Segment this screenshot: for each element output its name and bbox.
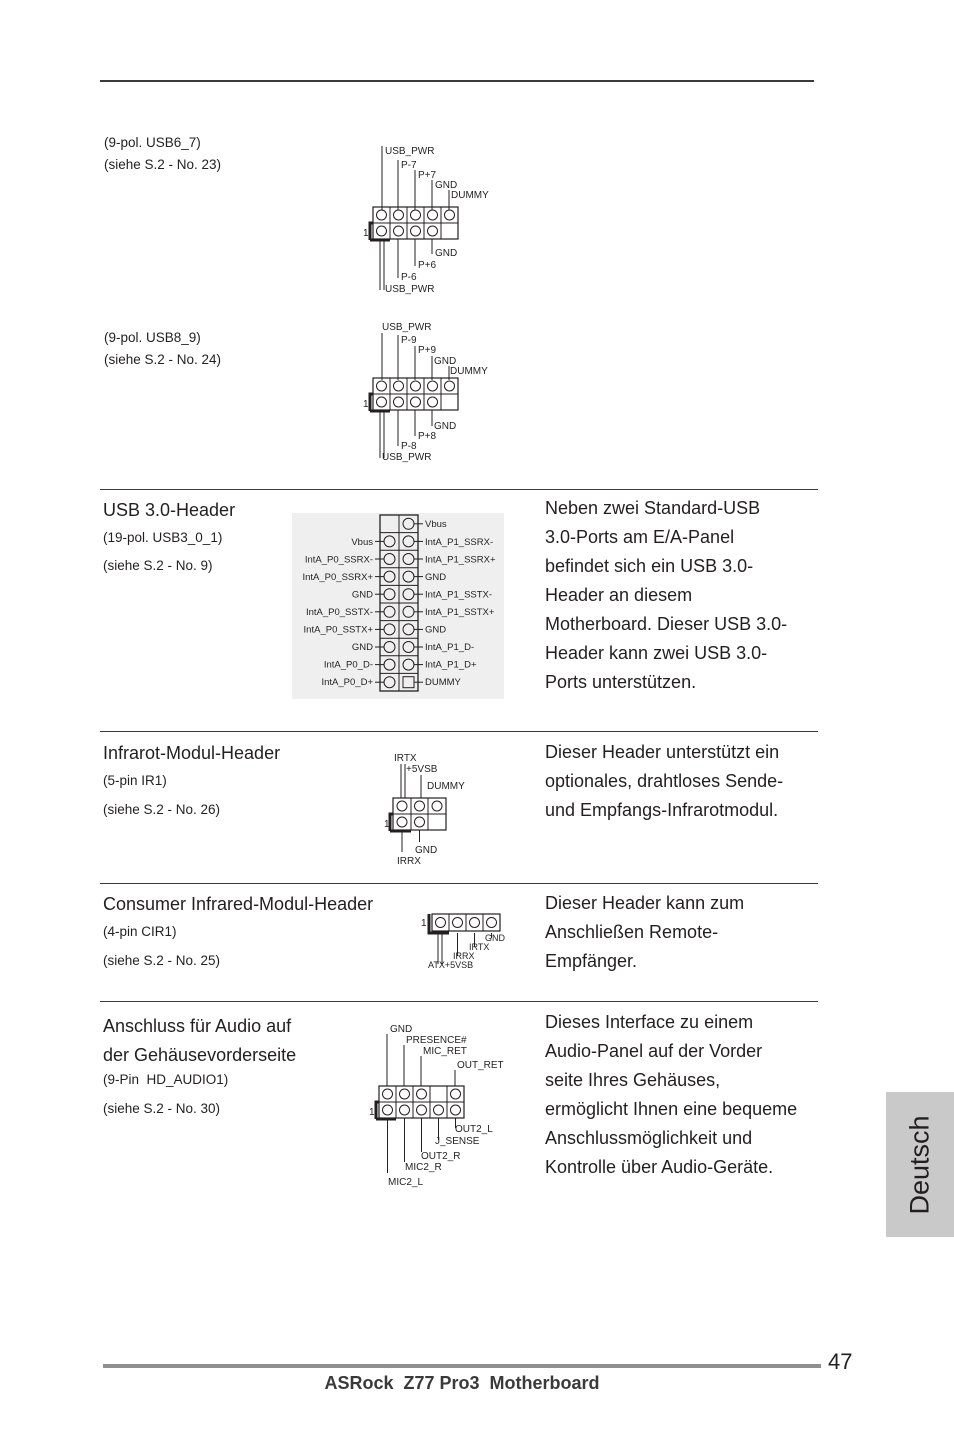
usb3-desc-line: Ports unterstützen. bbox=[545, 672, 697, 692]
audio-description bbox=[545, 1008, 835, 1182]
usb67-header-diagram bbox=[360, 140, 510, 300]
audio-desc-line: Anschlussmöglichkeit und bbox=[545, 1128, 753, 1148]
usb3-right-label-10: DUMMY bbox=[425, 677, 461, 688]
usb3-left-label-6: IntA_P0_SSTX+ bbox=[303, 624, 373, 636]
usb67-label-dummy: DUMMY bbox=[451, 190, 489, 201]
audio-label-j-sense: J_SENSE bbox=[435, 1136, 480, 1147]
usb67-ref: (siehe S.2 - No. 23) bbox=[104, 157, 222, 172]
usb3-ref: (siehe S.2 - No. 9) bbox=[103, 558, 213, 573]
section-rule-usb3 bbox=[100, 489, 818, 490]
usb3-description bbox=[545, 494, 825, 697]
ir-label-irrx: IRRX bbox=[397, 856, 421, 867]
section-rule-cir bbox=[100, 883, 818, 884]
audio-label-out2-l: OUT2_L bbox=[455, 1124, 493, 1135]
ir-pin1: 1 bbox=[384, 819, 390, 830]
audio-pins: (9-Pin HD_AUDIO1) bbox=[103, 1072, 229, 1087]
usb3-left-label-5: IntA_P0_SSTX- bbox=[305, 607, 373, 618]
audio-desc-line: seite Ihres Gehäuses, bbox=[545, 1070, 721, 1090]
section-rule-audio bbox=[100, 1001, 818, 1002]
usb3-right-label-7: GND bbox=[425, 624, 447, 636]
audio-label-gnd: GND bbox=[390, 1024, 413, 1035]
footer-rule bbox=[103, 1364, 821, 1368]
usb3-desc-line: 3.0-Ports am E/A-Panel bbox=[545, 527, 735, 547]
usb3-desc-line: Motherboard. Dieser USB 3.0- bbox=[545, 614, 788, 634]
audio-label-mic-ret: MIC_RET bbox=[423, 1046, 467, 1057]
usb67-label-usb-pwr-top: USB_PWR bbox=[385, 146, 435, 157]
audio-desc-line: Audio-Panel auf der Vorder bbox=[545, 1041, 763, 1061]
audio-ref: (siehe S.2 - No. 30) bbox=[103, 1101, 221, 1116]
usb89-label-usb-pwr-bottom: USB_PWR bbox=[382, 452, 432, 463]
usb3-left-label-3: IntA_P0_SSRX+ bbox=[302, 572, 373, 583]
audio-label-mic2-l: MIC2_L bbox=[388, 1177, 424, 1188]
cir-label-irrx: IRRX bbox=[453, 951, 475, 961]
usb89-pins: (9-pol. USB8_9) bbox=[104, 330, 201, 345]
usb89-label-p-8: P-8 bbox=[401, 441, 417, 452]
usb3-right-label-9: IntA_P1_D+ bbox=[425, 659, 477, 671]
section-rule-ir bbox=[100, 731, 818, 732]
ir-description bbox=[545, 738, 835, 825]
language-side-tab bbox=[886, 1092, 954, 1237]
usb89-header-diagram bbox=[360, 318, 510, 468]
audio-title-line: Anschluss für Audio auf bbox=[103, 1016, 292, 1036]
ir-label-5vsb: +5VSB bbox=[406, 764, 438, 775]
usb89-label-dummy: DUMMY bbox=[450, 366, 488, 377]
usb3-pins: (19-pol. USB3_0_1) bbox=[103, 530, 223, 545]
usb67-label-p+6: P+6 bbox=[418, 260, 437, 271]
ir-desc-line: und Empfangs-Infrarotmodul. bbox=[545, 800, 779, 820]
usb3-right-label-1: Vbus bbox=[425, 519, 447, 530]
ir-header-diagram bbox=[380, 748, 490, 868]
usb89-label-gnd-top: GND bbox=[434, 356, 457, 367]
cir-pin1: 1 bbox=[421, 918, 427, 929]
ir-ref: (siehe S.2 - No. 26) bbox=[103, 802, 221, 817]
usb67-label-usb-pwr-bottom: USB_PWR bbox=[385, 284, 435, 295]
usb3-right-label-6: IntA_P1_SSTX+ bbox=[425, 607, 495, 618]
usb67-label-p+7: P+7 bbox=[418, 170, 437, 181]
usb67-label-gnd-top: GND bbox=[435, 180, 458, 191]
usb89-label-gnd-bottom: GND bbox=[434, 421, 457, 432]
usb89-label-p-9: P-9 bbox=[401, 335, 417, 346]
audio-desc-line: Kontrolle über Audio-Geräte. bbox=[545, 1157, 774, 1177]
usb3-desc-line: befindet sich ein USB 3.0- bbox=[545, 556, 754, 576]
usb3-left-label-2: IntA_P0_SSRX- bbox=[304, 554, 373, 566]
usb3-right-label-8: IntA_P1_D- bbox=[425, 642, 475, 653]
usb3-right-label-4: GND bbox=[425, 572, 447, 583]
cir-desc-line: Empfänger. bbox=[545, 951, 638, 971]
audio-pin1: 1 bbox=[369, 1107, 375, 1118]
usb89-label-p+9: P+9 bbox=[418, 345, 437, 356]
top-rule bbox=[100, 80, 814, 82]
usb3-header-diagram bbox=[292, 513, 504, 703]
usb3-left-label-7: GND bbox=[351, 642, 373, 653]
audio-title bbox=[103, 1012, 296, 1070]
usb3-right-label-2: IntA_P1_SSRX- bbox=[425, 537, 494, 548]
cir-description bbox=[545, 889, 825, 976]
usb3-left-label-4: GND bbox=[351, 589, 373, 601]
ir-pins: (5-pin IR1) bbox=[103, 773, 167, 788]
ir-title: Infrarot-Modul-Header bbox=[103, 743, 281, 763]
usb3-left-label-9: IntA_P0_D+ bbox=[321, 677, 373, 688]
cir-label-irtx: IRTX bbox=[469, 942, 490, 952]
cir-label-atx5vsb: ATX+5VSB bbox=[428, 960, 474, 970]
audio-header-diagram bbox=[366, 1018, 516, 1193]
audio-desc-line: Dieses Interface zu einem bbox=[545, 1012, 754, 1032]
footer-title: ASRock Z77 Pro3 Motherboard bbox=[324, 1373, 600, 1393]
usb3-left-label-8: IntA_P0_D- bbox=[323, 659, 373, 671]
ir-desc-line: Dieser Header unterstützt ein bbox=[545, 742, 780, 762]
usb67-label-p-7: P-7 bbox=[401, 160, 417, 171]
usb89-ref: (siehe S.2 - No. 24) bbox=[104, 352, 222, 367]
audio-label-mic2-r: MIC2_R bbox=[405, 1162, 442, 1173]
audio-title-line: der Gehäusevorderseite bbox=[103, 1045, 297, 1065]
usb3-title: USB 3.0-Header bbox=[103, 500, 236, 520]
ir-label-gnd: GND bbox=[415, 845, 438, 856]
usb89-label-p+8: P+8 bbox=[418, 431, 437, 442]
usb3-desc-line: Header kann zwei USB 3.0- bbox=[545, 643, 768, 663]
ir-label-dummy: DUMMY bbox=[427, 781, 465, 792]
usb67-pin1: 1 bbox=[363, 228, 369, 239]
audio-label-out2-r: OUT2_R bbox=[421, 1151, 461, 1162]
usb3-right-label-5: IntA_P1_SSTX- bbox=[425, 589, 493, 601]
usb67-pins: (9-pol. USB6_7) bbox=[104, 135, 201, 150]
cir-label-gnd: GND bbox=[485, 933, 505, 943]
ir-label-irtx: IRTX bbox=[394, 753, 417, 764]
audio-label-presence: PRESENCE# bbox=[406, 1035, 467, 1046]
usb3-desc-line: Neben zwei Standard-USB bbox=[545, 498, 761, 518]
ir-desc-line: optionales, drahtloses Sende- bbox=[545, 771, 784, 791]
cir-pins: (4-pin CIR1) bbox=[103, 924, 177, 939]
cir-desc-line: Dieser Header kann zum bbox=[545, 893, 745, 913]
usb67-label-gnd-bottom: GND bbox=[435, 248, 458, 259]
audio-label-out-ret: OUT_RET bbox=[457, 1060, 504, 1071]
cir-desc-line: Anschließen Remote- bbox=[545, 922, 719, 942]
usb3-left-label-1: Vbus bbox=[351, 537, 373, 548]
page-number: 47 bbox=[828, 1349, 853, 1374]
cir-header-diagram bbox=[416, 906, 516, 976]
usb89-label-usb-pwr-top: USB_PWR bbox=[382, 322, 432, 333]
usb3-right-label-3: IntA_P1_SSRX+ bbox=[425, 554, 496, 566]
cir-ref: (siehe S.2 - No. 25) bbox=[103, 953, 221, 968]
cir-title: Consumer Infrared-Modul-Header bbox=[103, 894, 374, 914]
usb89-pin1: 1 bbox=[363, 399, 369, 410]
language-side-tab-label: Deutsch bbox=[904, 1114, 935, 1215]
usb67-label-p-6: P-6 bbox=[401, 272, 417, 283]
usb3-desc-line: Header an diesem bbox=[545, 585, 693, 605]
audio-desc-line: ermöglicht Ihnen eine bequeme bbox=[545, 1099, 798, 1119]
